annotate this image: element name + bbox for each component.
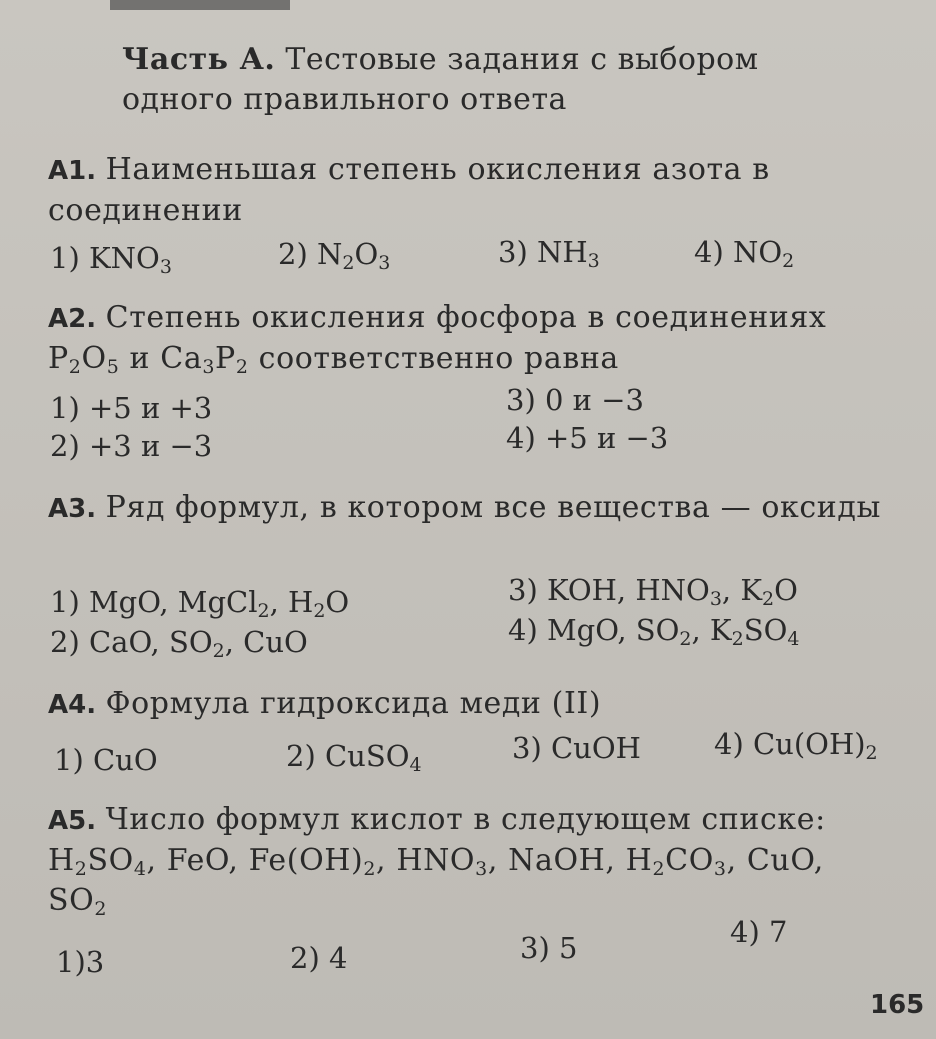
option-number: 3) <box>498 235 537 269</box>
question-a4 <box>48 684 908 725</box>
question-a1 <box>48 150 908 231</box>
option-number: 2) <box>286 739 325 773</box>
question-a5 <box>48 800 908 921</box>
option: 2) 4 <box>290 941 348 975</box>
option-formula: CuSO$_4$ <box>324 739 422 776</box>
option-formula: $N_2O_3$ <box>316 237 391 274</box>
question-text: Степень окисления фосфора в соединениях <box>105 300 827 335</box>
option: 1)3 <box>56 945 105 979</box>
option-formula: MgO, MgCl$_2$, $H_2O$ <box>88 585 350 622</box>
section-title-lead: Часть А. <box>122 42 276 77</box>
question-id: А5. <box>48 806 97 836</box>
question-id: А1. <box>48 156 97 186</box>
question-text: Число формул кислот в следующем списке: <box>105 802 826 837</box>
question-id: А3. <box>48 494 97 524</box>
option <box>508 572 798 608</box>
option <box>278 236 390 272</box>
option <box>286 738 422 774</box>
option: 2) +3 и −3 <box>50 429 213 463</box>
option-number: 1) <box>50 585 89 619</box>
formula-list-tail: $SO_2$ <box>48 883 108 920</box>
option-number: 2) <box>278 237 317 271</box>
option: 4) 7 <box>730 915 788 949</box>
option-formula: KOH, $HNO_3$, $K_2O$ <box>546 573 798 610</box>
question-a2 <box>48 298 908 379</box>
formula-list: $H_2SO_4$, FeO, $Fe(OH)_2$, $HNO_3$, NaOH, $H_2CO_3$, CuO, <box>48 843 824 880</box>
question-text: Наименьшая степень окисления азота в соединении <box>48 152 770 228</box>
page-number: 165 <box>870 990 925 1020</box>
section-title-rest: Тестовые задания с выбором одного правильного ответа <box>122 42 759 117</box>
question-a3 <box>48 488 908 529</box>
option: 3) 5 <box>520 931 578 965</box>
question-formula-line: $P_2O_5$ и $Ca_3P_2$ соответственно равна <box>48 341 619 378</box>
option-number: 4) <box>694 235 733 269</box>
option-formula: $NO_2$ <box>732 235 795 272</box>
option-number: 1) <box>50 241 89 275</box>
option <box>498 234 600 270</box>
page-top-edge <box>110 0 290 10</box>
question-text: Ряд формул, в котором все вещества — оксиды <box>105 490 881 525</box>
option-formula: $Cu(OH)_2$ <box>752 727 878 764</box>
option-formula: $NH_3$ <box>536 235 600 272</box>
option-formula: CuOH <box>550 731 641 765</box>
option-formula: CaO, $SO_2$, CuO <box>88 625 308 662</box>
option-number: 4) <box>714 727 753 761</box>
question-text: Формула гидроксида меди (II) <box>105 686 602 721</box>
option-number: 4) <box>508 613 547 647</box>
option <box>714 726 878 762</box>
option-number: 2) <box>50 625 89 659</box>
option: 3) 0 и −3 <box>506 383 644 417</box>
option <box>694 234 794 270</box>
question-id: А4. <box>48 690 97 720</box>
option-formula: $KNO_3$ <box>88 241 172 278</box>
option <box>54 742 158 778</box>
option: 4) +5 и −3 <box>506 421 669 455</box>
option: 1) +5 и +3 <box>50 391 213 425</box>
option <box>50 584 349 620</box>
option-number: 1) <box>54 743 93 777</box>
question-id: А2. <box>48 304 97 334</box>
option-number: 3) <box>512 731 551 765</box>
section-title <box>122 40 842 120</box>
option <box>50 624 308 660</box>
option <box>50 240 172 276</box>
option <box>508 612 799 648</box>
option-formula: CuO <box>92 743 158 777</box>
option-number: 3) <box>508 573 547 607</box>
option-formula: MgO, $SO_2$, $K_2SO_4$ <box>546 613 800 650</box>
option <box>512 730 641 766</box>
